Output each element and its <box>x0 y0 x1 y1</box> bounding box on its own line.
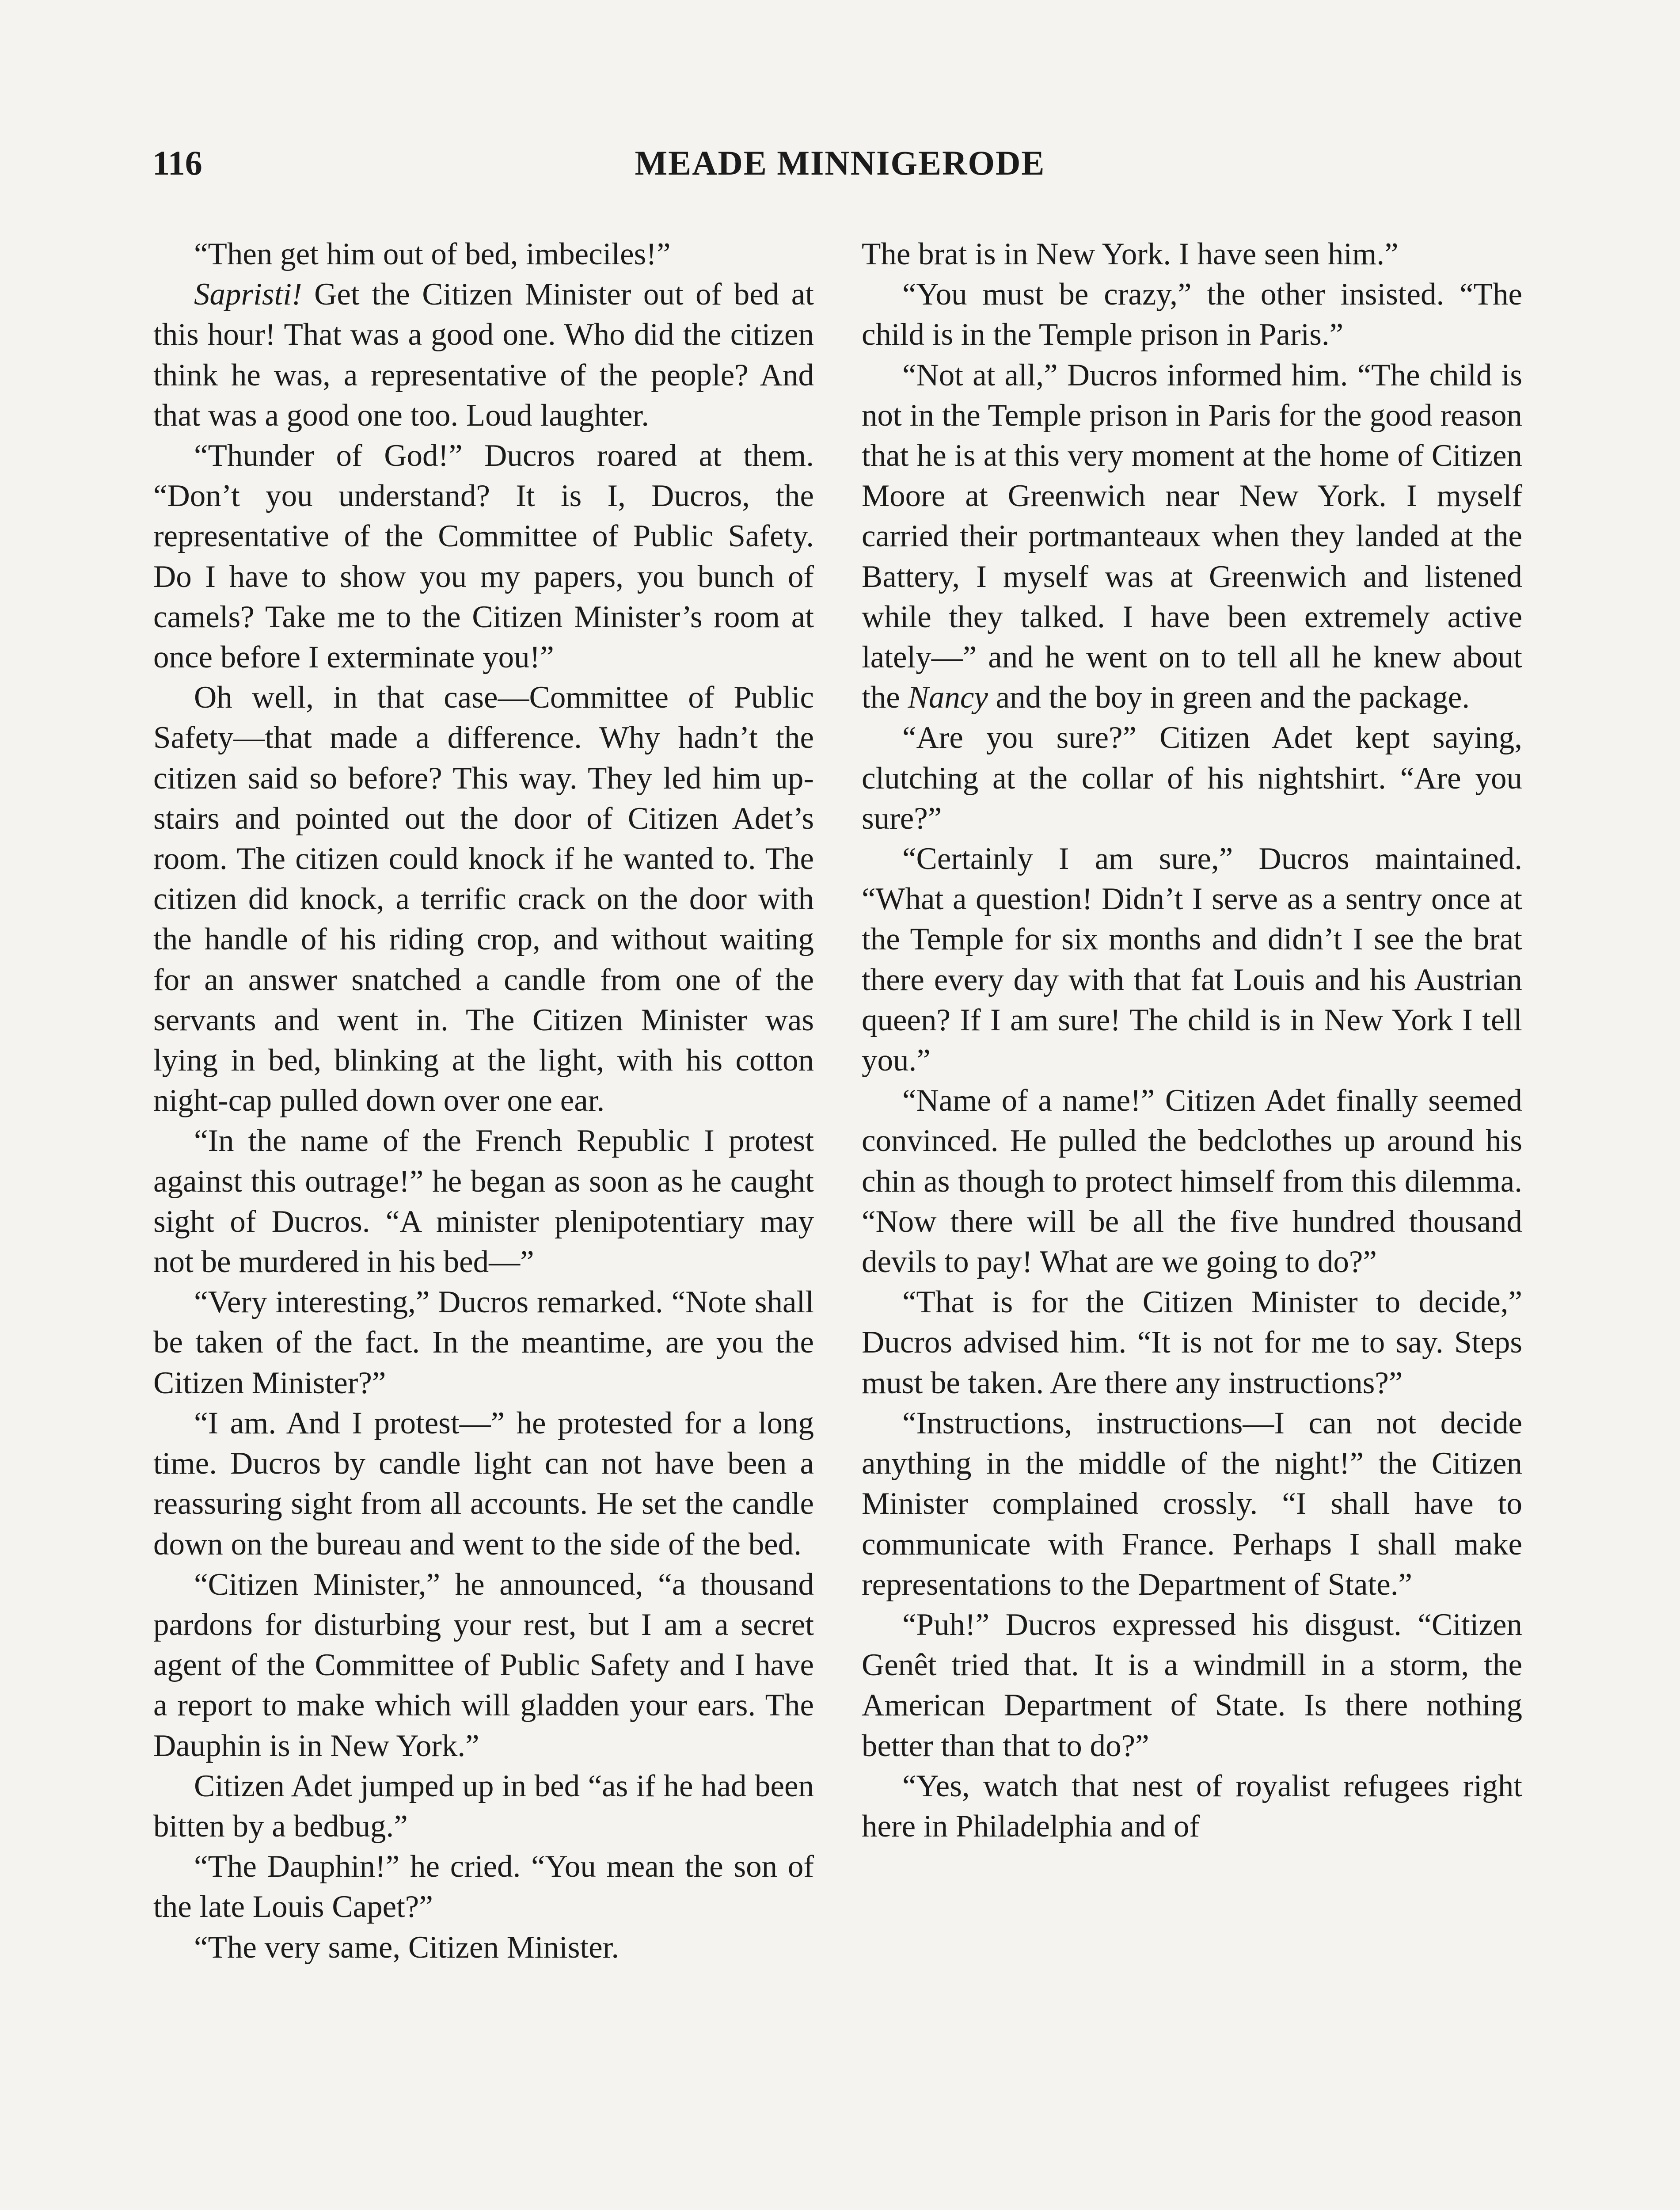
paragraph: “Yes, watch that nest of royalist refugees right here in Philadelphia and of <box>862 1768 1522 1844</box>
paragraph-text-after: and the boy in green and the package. <box>988 680 1470 715</box>
paragraph <box>153 274 814 436</box>
paragraph: Oh well, in that case—Committee of Public Safety—that made a difference. Why hadn’t the citizen said so before? This way. They led him up-stairs and pointed out the door of Citizen Adet’s room. The citizen could knock if he wanted to. The citizen did knock, a terrific crack on the door with the handle of his riding crop, and without waiting for an answer snatched a candle from one of the servants and went in. The Citizen Minister was lying in bed, blinking at the light, with his cotton night-cap pulled down over one ear. <box>153 680 814 1118</box>
right-column <box>862 234 1522 1847</box>
paragraph: “The Dauphin!” he cried. “You mean the son of the late Louis Capet?” <box>153 1849 814 1924</box>
paragraph: “Citizen Minister,” he announced, “a thousand pardons for disturbing your rest, but I am a secret agent of the Committee of Public Safety and I have a report to make which will gladden your ears. The Dauphin is in New York.” <box>153 1567 814 1763</box>
paragraph: “Name of a name!” Citizen Adet finally seemed convinced. He pulled the bedclothes up around his chin as though to protect himself from this dilemma. “Now there will be all the five hundred thousand devils to pay! What are we going to do?” <box>862 1083 1522 1280</box>
italic-word: Sapristi! <box>194 277 302 312</box>
page-number: 116 <box>152 144 202 182</box>
paragraph: “You must be crazy,” the other insisted. “The child is in the Temple prison in Paris.” <box>862 277 1522 352</box>
paragraph: Citizen Adet jumped up in bed “as if he had been bitten by a bedbug.” <box>153 1768 814 1844</box>
paragraph: “Thunder of God!” Ducros roared at them. “Don’t you understand? It is I, Ducros, the representative of the Committee of Public Safety. Do I have to show you my papers, you bunch of camels? Take me to the Citizen Minister’s room at once before I exterminate you!” <box>153 438 814 675</box>
left-column <box>153 234 814 1968</box>
italic-word: Nancy <box>908 680 988 715</box>
paragraph: “The very same, Citizen Minister. <box>194 1930 620 1965</box>
paragraph: “Certainly I am sure,” Ducros maintained. “What a question! Didn’t I serve as a sentry once at the Temple for six months and didn’t I see the brat there every day with that fat Louis and his Austrian queen? If I am sure! The child is in New York I tell you.” <box>862 842 1522 1078</box>
paragraph: “Are you sure?” Citizen Adet kept saying, clutching at the collar of his nightshirt. “Are you sure?” <box>862 720 1522 836</box>
paragraph-text: Get the Citizen Minister out of bed at this hour! That was a good one. Who did the citizen think he was, a representative of the people? And that was a good one too. Loud laughter. <box>153 277 814 433</box>
paragraph: “Puh!” Ducros expressed his disgust. “Citizen Genêt tried that. It is a windmill in a storm, the American Department of State. Is there nothing better than that to do?” <box>862 1607 1522 1763</box>
paragraph: “That is for the Citizen Minister to decide,” Ducros advised him. “It is not for me to say. Steps must be taken. Are there any instructions?” <box>862 1285 1522 1400</box>
paragraph: “Then get him out of bed, imbeciles!” <box>194 237 671 271</box>
running-head: MEADE MINNIGERODE <box>635 144 1045 182</box>
paragraph: “Very interesting,” Ducros remarked. “Note shall be taken of the fact. In the meantime, are you the Citizen Minister?” <box>153 1285 814 1400</box>
paragraph: “Instructions, instructions—I can not decide anything in the middle of the night!” the Citizen Minister complained crossly. “I shall have to communicate with France. Perhaps I shall make representations to the Department of State.” <box>862 1406 1522 1602</box>
paragraph <box>862 355 1522 718</box>
paragraph: “In the name of the French Republic I protest against this outrage!” he began as soon as he caught sight of Ducros. “A minister plenipotentiary may not be murdered in his bed—” <box>153 1124 814 1280</box>
paragraph: The brat is in New York. I have seen him.” <box>862 237 1399 271</box>
paragraph: “I am. And I protest—” he protested for a long time. Ducros by candle light can not have been a reassuring sight from all accounts. He set the candle down on the bureau and went to the side of the bed. <box>153 1406 814 1562</box>
paragraph-text: “Not at all,” Ducros informed him. “The child is not in the Temple prison in Paris for the good reason that he is at this very moment at the home of Citizen Moore at Greenwich near New York. I myself carried their portmanteaux when they landed at the Battery, I myself was at Greenwich and listened while they talked. I have been extremely active lately—” and he went on to tell all he knew about the <box>862 358 1522 715</box>
